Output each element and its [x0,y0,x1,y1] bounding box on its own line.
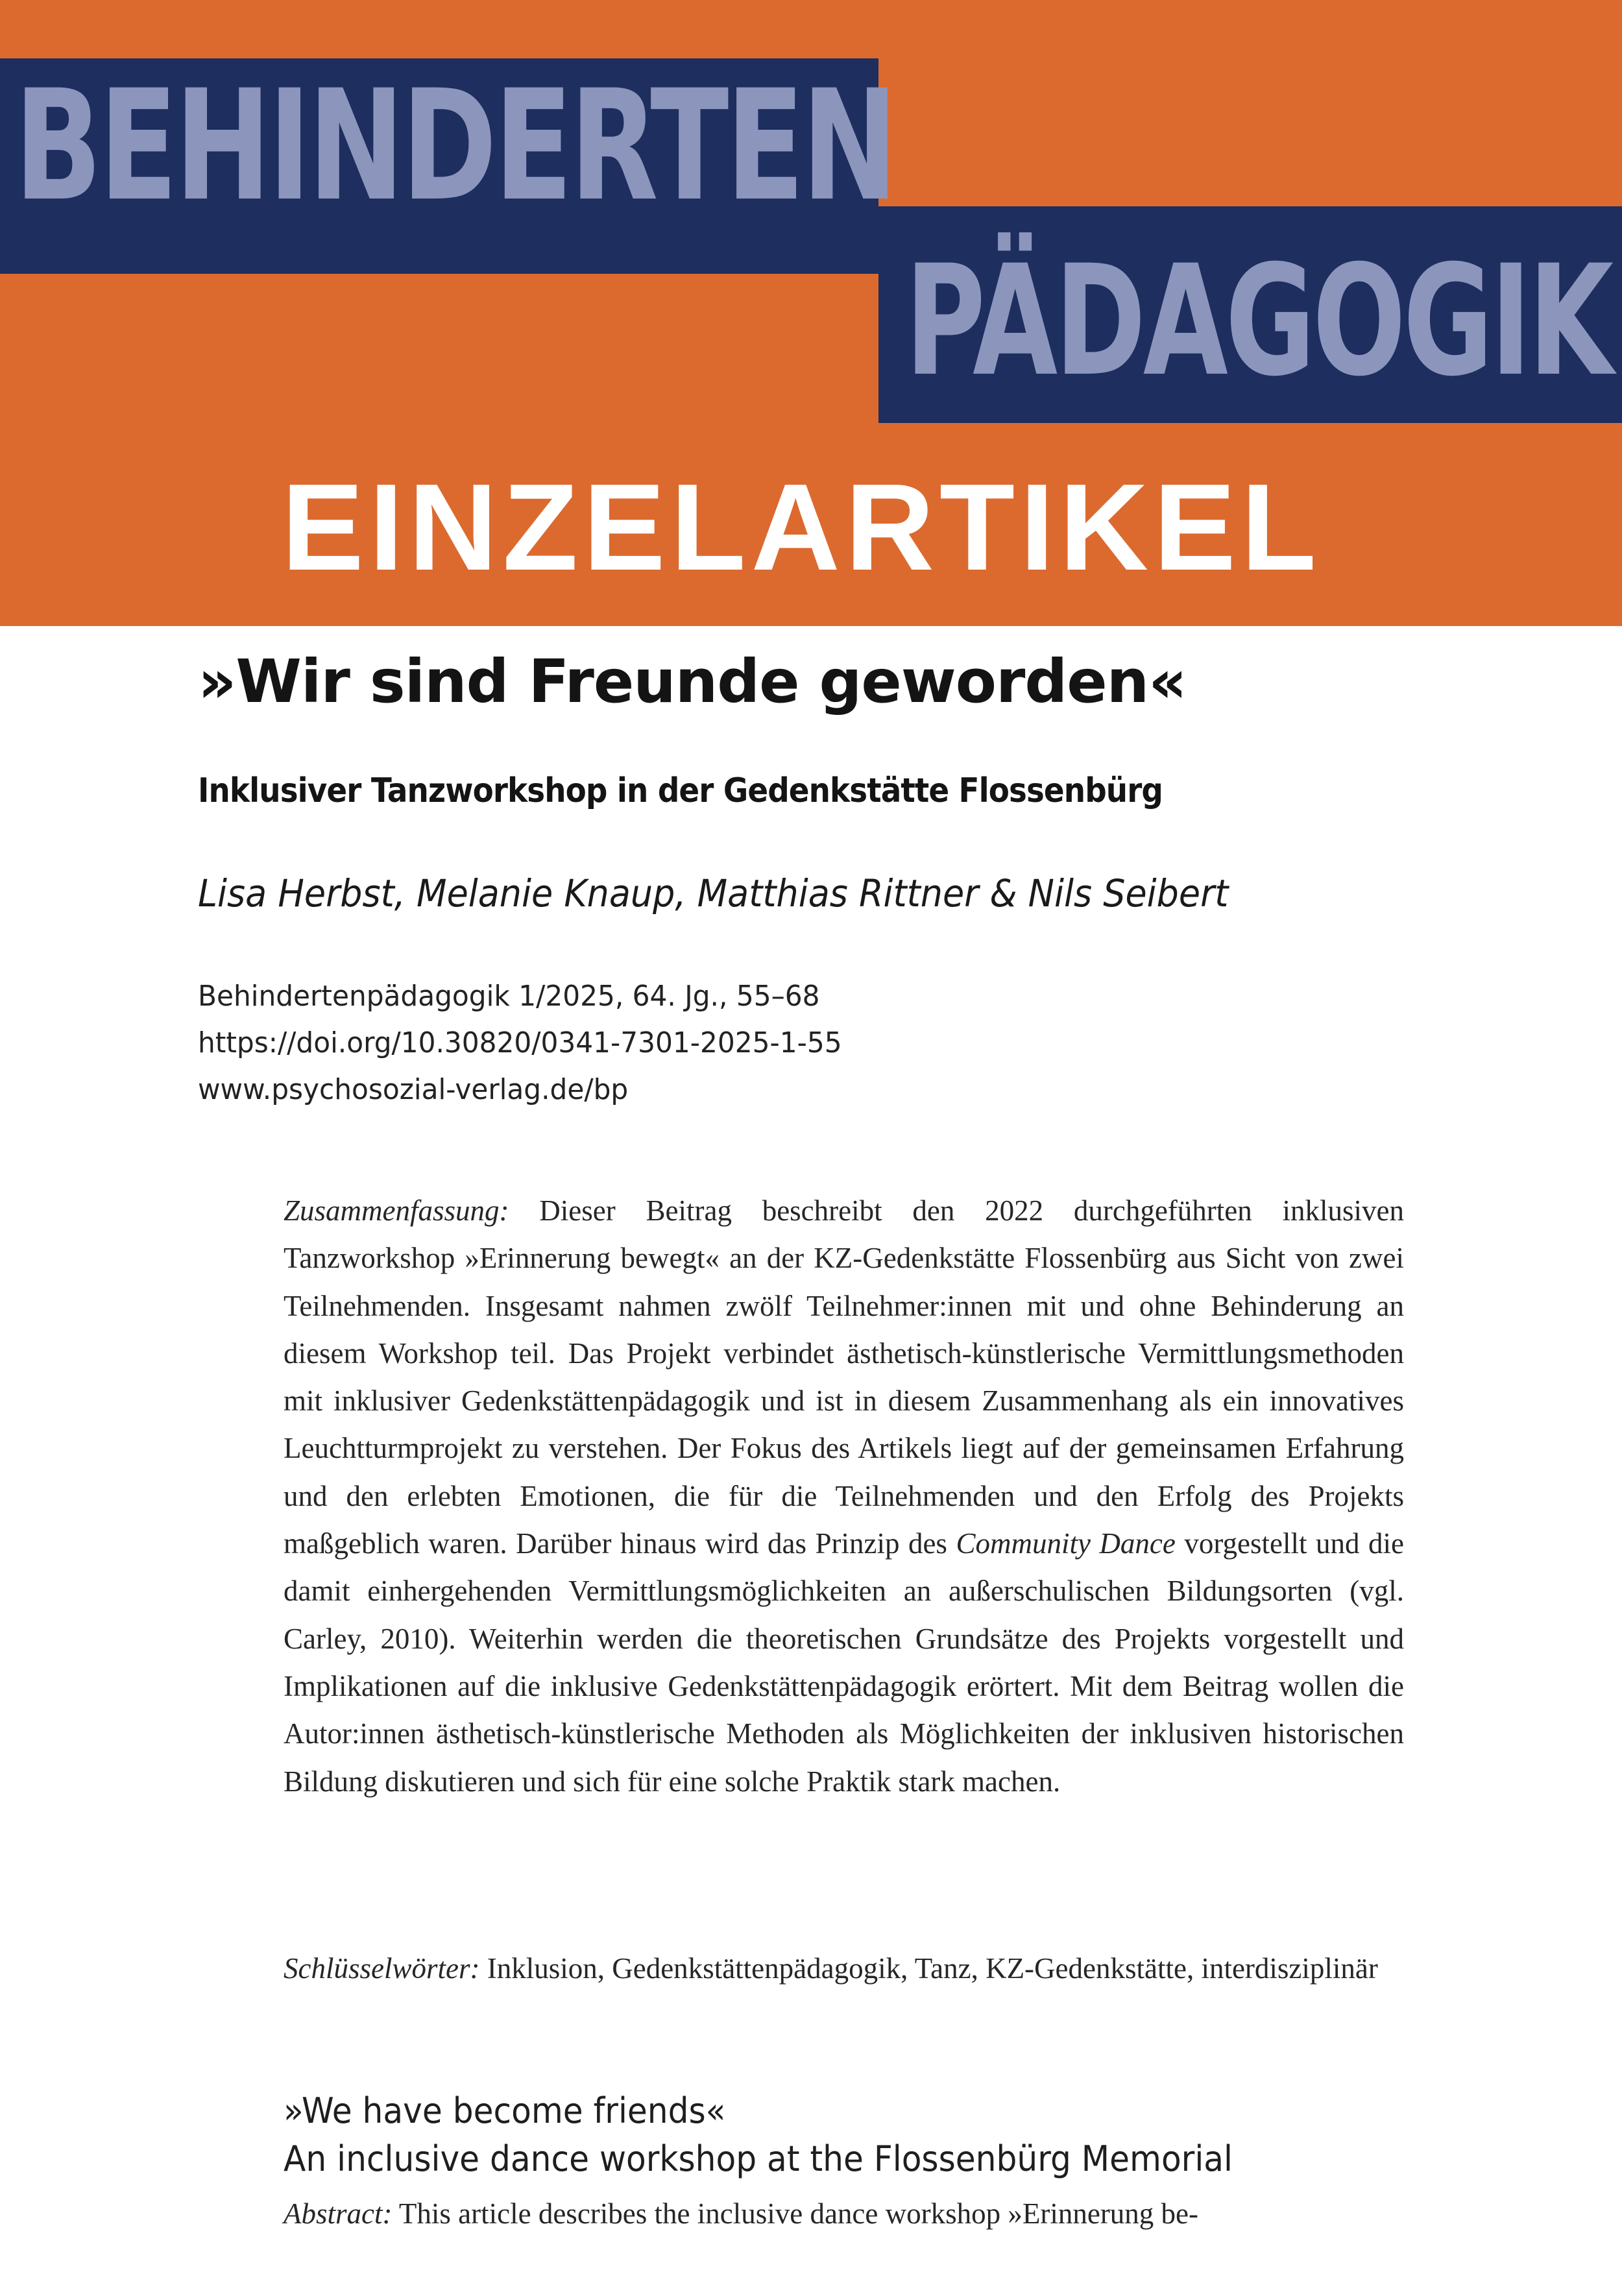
english-abstract [284,2190,1404,2238]
journal-citation: Behindertenpädagogik 1/2025, 64. Jg., 55–68 [198,980,820,1013]
abstract-label: Zusammenfassung: [284,1194,509,1227]
doi-link[interactable]: https://doi.org/10.30820/0341-7301-2025-1-55 [198,1026,842,1059]
english-abstract-label: Abstract: [284,2197,393,2230]
article-subtitle: Inklusiver Tanzworkshop in der Gedenkstätte Flossenbürg [198,771,1163,810]
article-authors: Lisa Herbst, Melanie Knaup, Matthias Rittner & Nils Seibert [198,871,1229,915]
english-abstract-text: This article describes the inclusive dance workshop »Erinnerung be- [392,2197,1199,2230]
abstract-text-part-2: vorgestellt und die damit einhergehenden Vermittlungsmöglichkeiten an außerschulischen Bildungsorten (vgl. Carley, 2010). Weiterhin werden die theoretischen Grundsätze des Projekts vorgestellt und Implikationen auf die inklusive Gedenkstättenpädagogik erörtert. Mit dem Beitrag wollen die Autor:innen ästhetisch-künstlerische Methoden als Möglichkeiten der inklusiven historischen Bildung diskutieren und sich für eine solche Praktik stark machen. [284,1527,1404,1798]
abstract-paragraph [284,1187,1404,1806]
single-article-label: EINZELARTIKEL [282,459,1322,596]
english-title: »We have become friends« [284,2090,726,2131]
publisher-website-link[interactable]: www.psychosozial-verlag.de/bp [198,1073,629,1106]
keywords-text: Inklusion, Gedenkstättenpädagogik, Tanz, KZ-Gedenkstätte, interdisziplinär [479,1952,1378,1985]
keywords-paragraph [284,1945,1404,1992]
abstract-text-part-1: Dieser Beitrag beschreibt den 2022 durchgeführten inklusiven Tanzworkshop »Erinnerung bewegt« an der KZ-Gedenkstätte Flossenbürg aus Sicht von zwei Teilnehmenden. Insgesamt nahmen zwölf Teilnehmer:innen mit und ohne Behinderung an diesem Workshop teil. Das Projekt verbindet ästhetisch-künstlerische Vermittlungsmethoden mit inklusiver Gedenkstättenpädagogik und ist in diesem Zusammenhang als ein innovatives Leuchtturmprojekt zu verstehen. Der Fokus des Artikels liegt auf der gemeinsamen Erfahrung und den erlebten Emotionen, die für die Teilnehmenden und den Erfolg des Projekts maßgeblich waren. Darüber hinaus wird das Prinzip des [284,1194,1404,1560]
english-subtitle: An inclusive dance workshop at the Flossenbürg Memorial [284,2138,1233,2179]
masthead-banner [0,0,1622,626]
abstract-term: Community Dance [956,1527,1176,1560]
masthead-title-line-2: PÄDAGOGIK [905,233,1611,410]
abstract-section [284,1187,1404,1806]
masthead-title-line-1: BEHINDERTEN [14,58,895,235]
article-title: »Wir sind Freunde geworden« [198,647,1187,716]
article-metadata [198,973,842,1113]
keywords-label: Schlüsselwörter: [284,1952,480,1985]
